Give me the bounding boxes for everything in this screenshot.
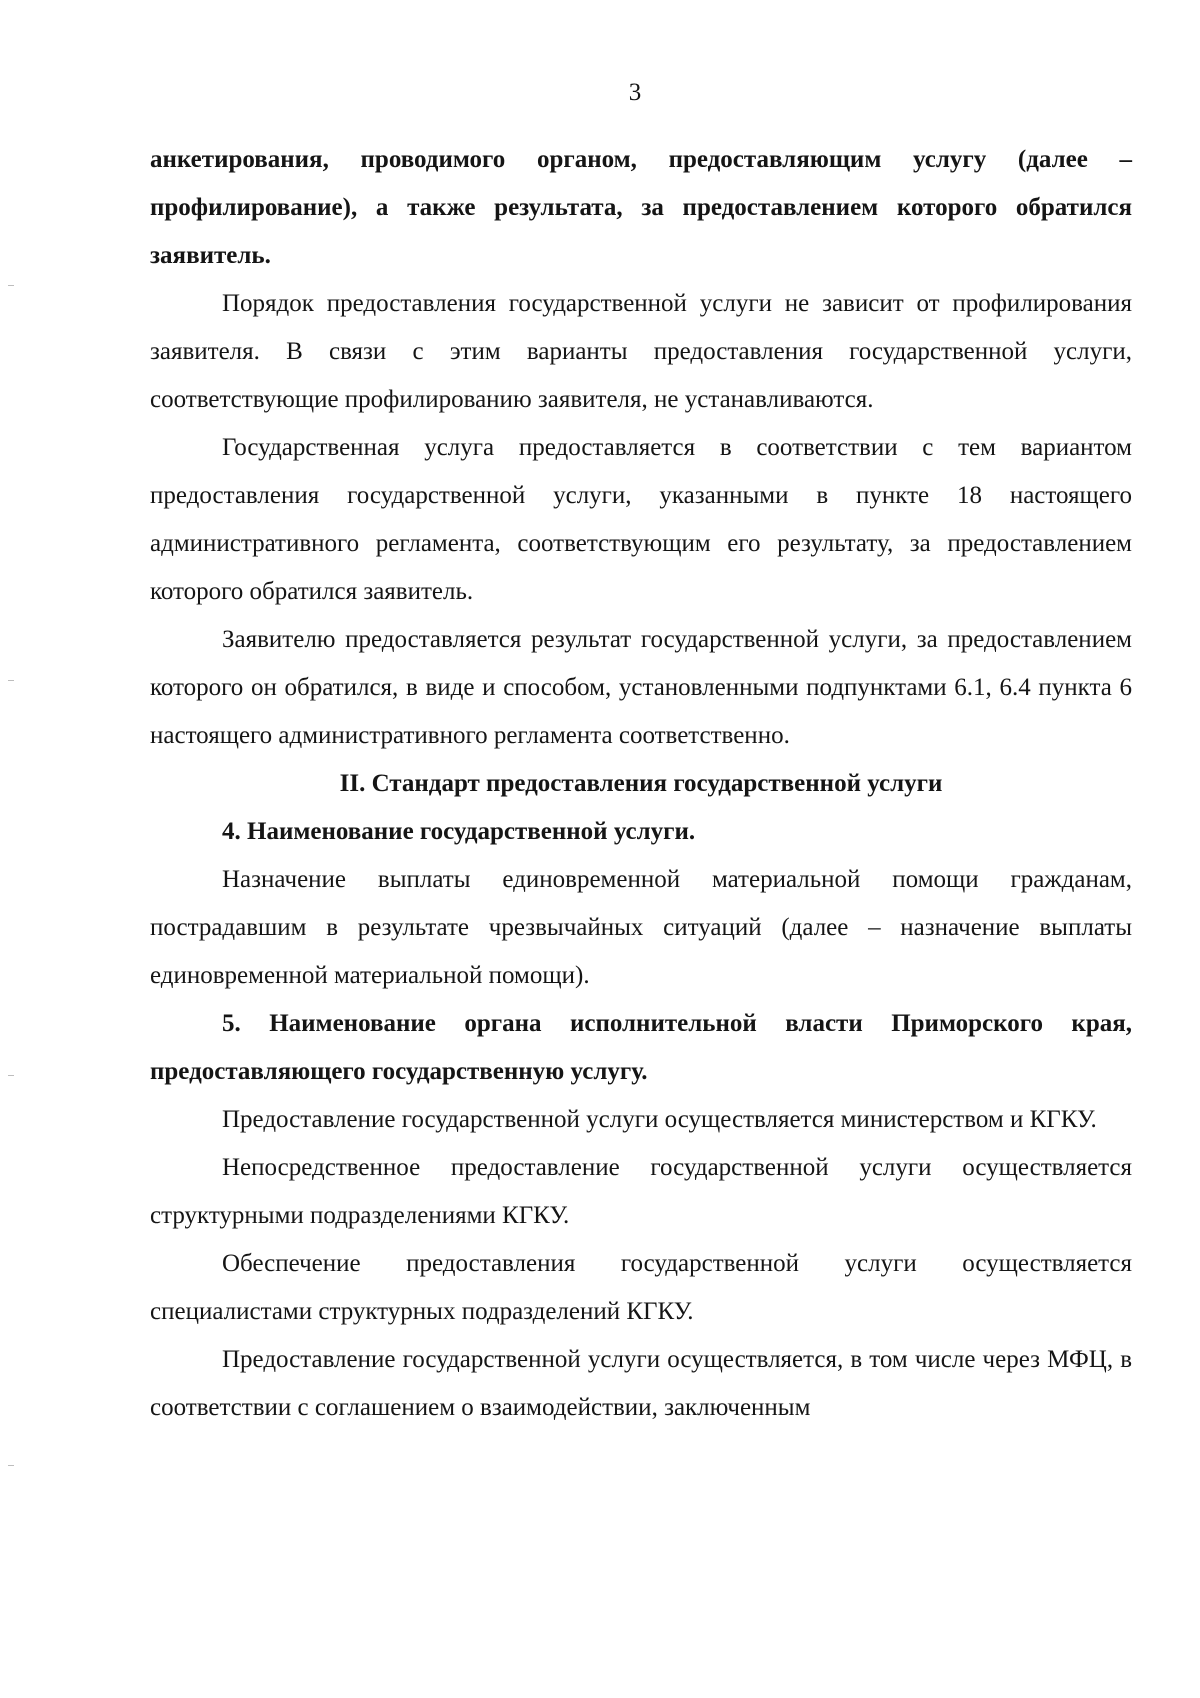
section-heading-standard: II. Стандарт предоставления государственной услуги [339, 770, 943, 797]
paragraph-result-delivery: Заявителю предоставляется результат государственной услуги, за предоставлением которого он обратился, в виде и способом, установленными подпунктами 6.1, 6.4 пункта 6 настоящего административного регламента соответственно. [150, 626, 1132, 749]
paragraph-mfc-provision: Предоставление государственной услуги осуществляется, в том числе через МФЦ, в соответствии с соглашением о взаимодействии, заключенным [150, 1346, 1132, 1421]
subsection-heading-service-name: 4. Наименование государственной услуги. [222, 818, 696, 845]
scan-edge-mark [8, 680, 14, 681]
paragraph-procedure-independence: Порядок предоставления государственной услуги не зависит от профилирования заявителя. В связи с этим варианты предоставления государственной услуги, соответствующие профилированию заявителя, не устанавливаются. [150, 290, 1132, 413]
page-number: 3 [628, 79, 642, 106]
paragraph-direct-provision: Непосредственное предоставление государственной услуги осуществляется структурными подразделениями КГКУ. [150, 1154, 1132, 1229]
paragraph-service-name: Назначение выплаты единовременной материальной помощи гражданам, пострадавшим в результате чрезвычайных ситуаций (далее – назначение выплаты единовременной материальной помощи). [150, 866, 1132, 989]
scan-edge-mark [8, 1465, 14, 1466]
paragraph-provision-support: Обеспечение предоставления государственной услуги осуществляется специалистами структурных подразделений КГКУ. [150, 1250, 1132, 1325]
scan-edge-mark [8, 285, 14, 286]
subsection-heading-authority-name: 5. Наименование органа исполнительной власти Приморского края, предоставляющего государственную услугу. [150, 1010, 1132, 1085]
scan-edge-mark [8, 1075, 14, 1076]
paragraph-ministry-kgku: Предоставление государственной услуги осуществляется министерством и КГКУ. [222, 1106, 1097, 1133]
document-body [150, 136, 1132, 1432]
paragraph-profiling-continuation: анкетирования, проводимого органом, предоставляющим услугу (далее – профилирование), а также результата, за предоставлением которого обратился заявитель. [150, 146, 1132, 269]
paragraph-service-variant: Государственная услуга предоставляется в соответствии с тем вариантом предоставления государственной услуги, указанными в пункте 18 настоящего административного регламента, соответствующим его результату, за предоставлением которого обратился заявитель. [150, 434, 1132, 605]
